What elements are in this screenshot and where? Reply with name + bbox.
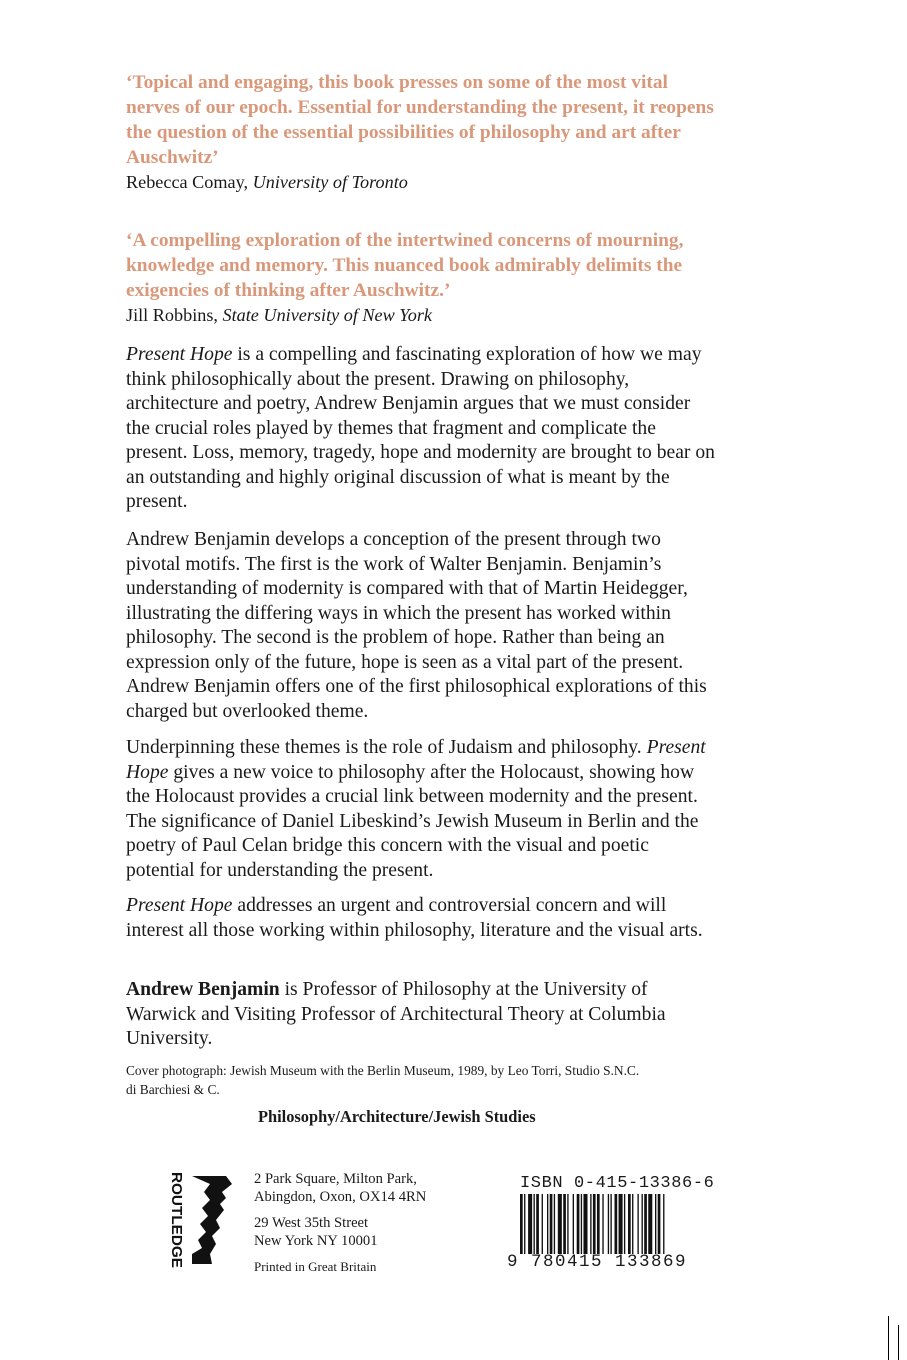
author-bio [126,978,716,1052]
review-quote-text: ‘A compelling exploration of the intertwined concerns of mourning, knowledge and memory. This nuanced book admirably delimits the exigencies of thinking after Auschwitz.’ [126,230,684,301]
routledge-logo [166,1170,240,1270]
paragraph-text: addresses an urgent and controversial concern and will interest all those working within philosophy, literature and the visual arts. [126,895,703,941]
paragraph-text: Andrew Benjamin develops a conception of the present through two pivotal motifs. The first is the work of Walter Benjamin. Benjamin’s understanding of modernity is compared with that of Martin Heidegger, illustrating the differing ways in which the present has worked within philosophy. The second is the problem of hope. Rather than being an expression only of the future, hope is seen as a vital part of the present. Andrew Benjamin offers one of the first philosophical explorations of this charged but overlooked theme. [126,529,707,722]
barcode-bar [558,1194,562,1254]
barcode-bar [536,1194,539,1254]
reviewer-affiliation: State University of New York [222,305,432,325]
address-uk [254,1170,426,1206]
paragraph-text: gives a new voice to philosophy after the Holocaust, showing how the Holocaust provides a crucial link between modernity and the present. The significance of Daniel Libeskind’s Jewish Museum in Berlin and the poetry of Paul Celan bridge this concern with the visual and poetic potential for understanding the present. [126,761,699,881]
publisher-name: ROUTLEDGE [168,1172,184,1264]
barcode-bar [632,1194,633,1254]
barcode-bar [524,1194,525,1254]
isbn-barcode [520,1194,710,1254]
cover-photo-credit: Cover photograph: Jewish Museum with the Berlin Museum, 1989, by Leo Torri, Studio S.N.C. di Barchiesi & C. [126,1063,640,1097]
barcode-bar [663,1194,664,1254]
barcode-bar [655,1194,656,1254]
barcode-bar [615,1194,618,1254]
description-paragraph-3 [126,736,716,883]
publisher-address [254,1170,426,1276]
barcode-bar [642,1194,643,1254]
address-line: 29 West 35th Street [254,1215,369,1231]
trim-mark [898,1325,899,1360]
barcode-bar [608,1194,609,1254]
reviewer-name: Jill Robbins, [126,305,223,325]
paragraph-text: Underpinning these themes is the role of Judaism and philosophy. [126,737,647,758]
address-line: New York NY 10001 [254,1233,378,1249]
address-line: 2 Park Square, Milton Park, [254,1171,417,1187]
barcode-number: 9 780415 133869 [507,1252,688,1272]
barcode-bar [583,1194,587,1254]
barcode-bar [610,1194,611,1254]
barcode-bar [520,1194,523,1254]
barcode-bar [534,1194,535,1254]
author-name: Andrew Benjamin [126,979,280,1000]
barcode-bar [542,1194,543,1254]
barcode-bar [602,1194,603,1254]
barcode-bar [573,1194,574,1254]
review-quote-attribution [126,303,726,328]
reviewer-name: Rebecca Comay, [126,172,253,192]
barcode-bar [593,1194,596,1254]
description-paragraph-2 [126,528,716,724]
barcode-bar [528,1194,532,1254]
printed-in: Printed in Great Britain [254,1259,377,1274]
barcode-bar [597,1194,600,1254]
barcode-bar [648,1194,652,1254]
book-title: Present Hope [126,895,233,916]
trim-mark [888,1316,889,1360]
profile-faces-icon [192,1176,232,1264]
paragraph-text: is a compelling and fascinating exploration of how we may think philosophically about the present. Drawing on philosophy, architecture and poetry, Andrew Benjamin argues that we must consider the crucial roles played by themes that fragment and complicate the present. Loss, memory, tragedy, hope and modernity are brought to bear on an outstanding and highly original discussion of what is meant by the present. [126,344,715,512]
review-quote-1 [126,70,726,195]
barcode-bar [581,1194,582,1254]
barcode-bar [619,1194,623,1254]
barcode-bar [577,1194,580,1254]
barcode-bar [550,1194,553,1254]
barcode-bar [658,1194,661,1254]
book-title: Present Hope [126,737,706,783]
barcode-bar [567,1194,568,1254]
book-title: Present Hope [126,344,233,365]
barcode-bar [590,1194,591,1254]
paragraph-text: is Professor of Philosophy at the University of Warwick and Visiting Professor of Architectural Theory at Columbia University. [126,979,666,1049]
address-us [254,1214,426,1250]
barcode-bar [547,1194,548,1254]
review-quote-attribution [126,170,726,195]
address-line: Abingdon, Oxon, OX14 4RN [254,1189,427,1205]
reviewer-affiliation: University of Toronto [252,172,408,192]
description-paragraph-1 [126,343,716,515]
barcode-bar [563,1194,566,1254]
barcode-bar [644,1194,647,1254]
barcode-bar [637,1194,638,1254]
review-quote-2 [126,228,726,328]
barcode-bar [624,1194,625,1254]
review-quote-text: ‘Topical and engaging, this book presses on some of the most vital nerves of our epoch. Essential for understanding the present, it reopens the question of the essential possibilities of philosophy and art after Auschwitz’ [126,72,714,168]
subject-categories: Philosophy/Architecture/Jewish Studies [258,1107,536,1126]
description-paragraph-4 [126,894,716,943]
barcode-bar [628,1194,631,1254]
barcode-bar [554,1194,555,1254]
isbn-label: ISBN 0-415-13386-6 [520,1174,715,1193]
